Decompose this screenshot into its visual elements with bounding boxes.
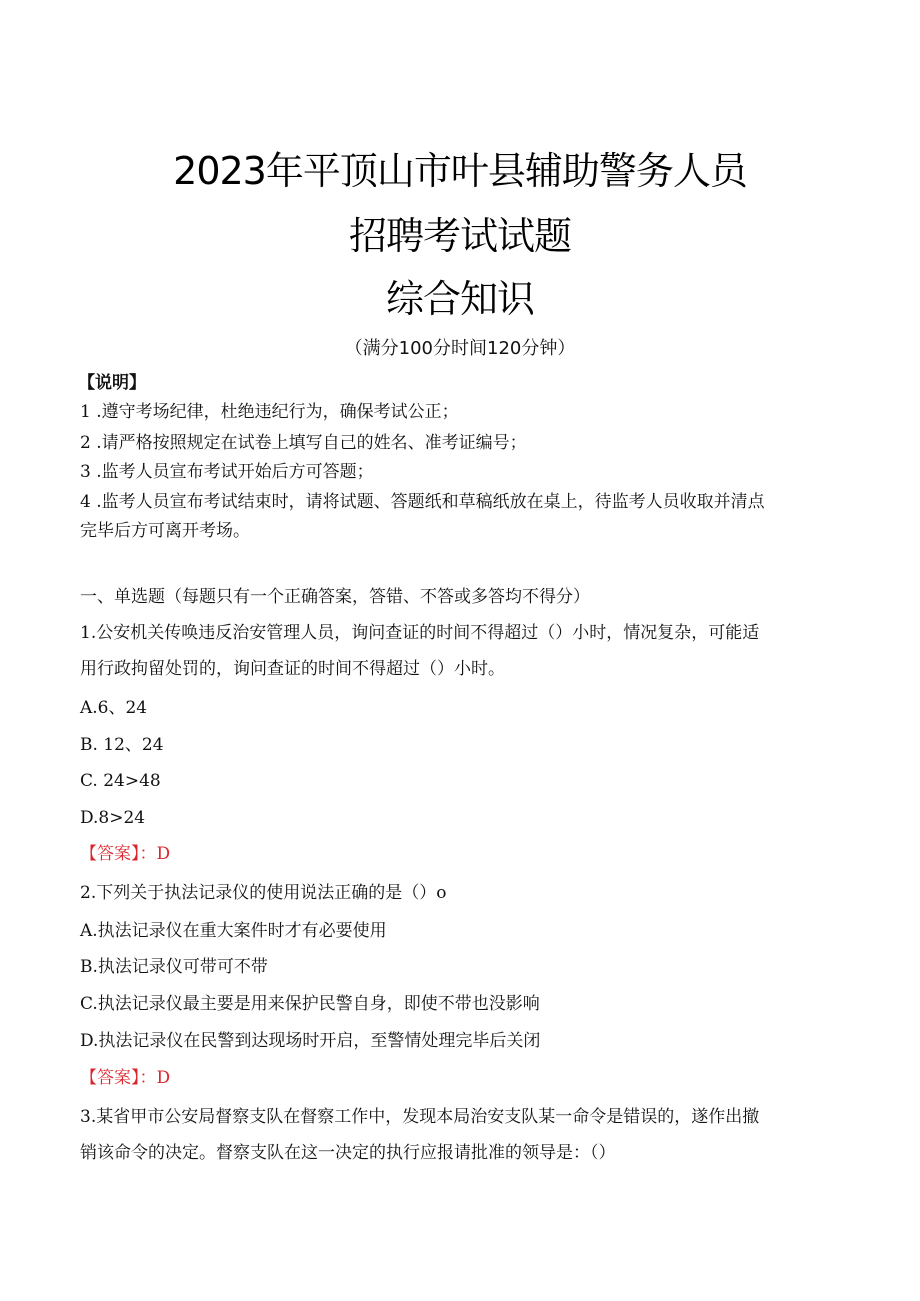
option-b: B. 12、24: [80, 735, 164, 755]
instruction-item: 3 .监考人员宣布考试开始后方可答题；: [80, 462, 374, 482]
title-line-3: 综合知识: [385, 277, 534, 321]
option-c: C.执法记录仪最主要是用来保护民警自身，即使不带也没影响: [80, 994, 540, 1014]
option-a: A.执法记录仪在重大案件时才有必要使用: [80, 921, 387, 941]
option-c: C. 24>48: [80, 771, 161, 791]
instruction-item: 2 .请严格按照规定在试卷上填写自己的姓名、准考证编号；: [80, 433, 527, 453]
instruction-item: 4 .监考人员宣布考试结束时，请将试题、答题纸和草稿纸放在桌上，待监考人员收取并清点: [80, 492, 765, 512]
option-b: B.执法记录仪可带可不带: [80, 957, 268, 977]
instruction-item: 1 .遵守考场纪律，杜绝违纪行为，确保考试公正；: [80, 402, 459, 422]
option-d: D.执法记录仪在民警到达现场时开启，至警情处理完毕后关闭: [80, 1031, 541, 1051]
option-d: D.8>24: [80, 808, 146, 828]
title-line-1: 2023年平顶山市叶县辅助警务人员: [173, 149, 747, 193]
instruction-item-cont: 完毕后方可离开考场。: [80, 521, 250, 541]
title-line-2: 招聘考试试题: [348, 214, 571, 258]
answer-label: 【答案】：: [80, 844, 157, 864]
answer-value: D: [156, 1068, 171, 1088]
section-heading: 一、单选题（每题只有一个正确答案，答错、不答或多答均不得分）: [80, 587, 590, 607]
question-1-text: 1.公安机关传唤违反治安管理人员，询问查证的时间不得超过（）小时，情况复杂，可能适: [80, 623, 760, 643]
answer-2: [80, 1067, 170, 1089]
answer-label: 【答案】：: [80, 1068, 157, 1088]
answer-value: D: [156, 844, 171, 864]
answer-1: [80, 843, 170, 865]
subtitle: （满分100分时间120分钟）: [344, 338, 576, 359]
question-2-text: 2.下列关于执法记录仪的使用说法正确的是（）o: [80, 883, 447, 903]
question-3-text-cont: 销该命令的决定。督察支队在这一决定的执行应报请批准的领导是：（）: [80, 1143, 616, 1163]
question-1-text-cont: 用行政拘留处罚的，询问查证的时间不得超过（）小时。: [80, 659, 505, 679]
option-a: A.6、24: [80, 698, 148, 718]
question-3-text: 3.某省甲市公安局督察支队在督察工作中，发现本局治安支队某一命令是错误的，遂作出撤: [80, 1107, 760, 1127]
instructions-heading: 【说明】: [78, 373, 146, 393]
